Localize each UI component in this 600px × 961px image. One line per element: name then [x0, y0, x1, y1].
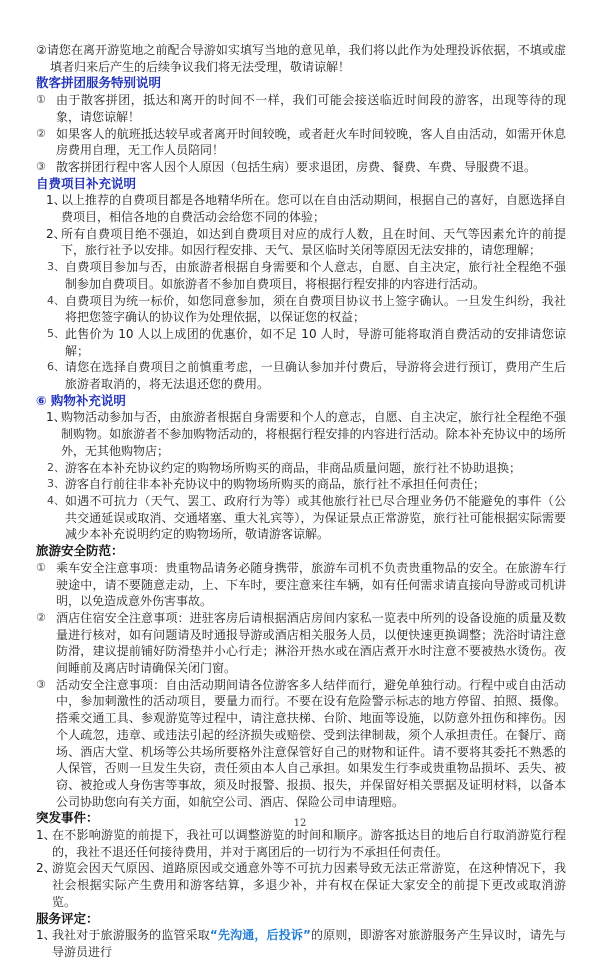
item-text: 活动安全注意事项：自由活动期间请各位游客多人结伴而行，避免单独行动。行程中或自由活动中，参加刺激性的活动项目，要量力而行。不要在设有危险警示标志的地方停留、拍照、摄像。搭乘交通工具、参观游览等过程中，请注意扶梯、台阶、地面等设施，以防意外扭伤和摔伤。因个人疏忽，违章、或违法引起的经济损失或赔偿、受到法律制裁，须个人承担责任。在餐厅、商场、酒店大堂、机场等公共场所要格外注意保管好自己的财物和证件。请不要将其委托不熟悉的人保管，否则一旦发生失窃，责任须由本人自己承担。如果发生行李或贵重物品损坏、丢失、被窃、被抢或人身伤害等事故，须及时报警、报损、报失，并保留好相关票据及证明材料，以备本公司协助您向有关方面，如航空公司、酒店、保险公司申请理赔。 — [56, 677, 566, 809]
item-marker: 3、 — [47, 260, 65, 274]
item-marker: ③ — [36, 677, 46, 691]
list-item — [36, 293, 566, 326]
optional-list — [36, 192, 566, 392]
list-item — [36, 226, 566, 259]
item-marker: 6、 — [47, 360, 65, 374]
item-marker: 4、 — [47, 493, 65, 507]
safety-list — [36, 560, 566, 811]
list-item — [36, 460, 566, 477]
item-text: 此售价为 10 人以上成团的优惠价，如不足 10 人时，导游可能将取消自费活动的安排请您谅解； — [65, 326, 566, 358]
list-item — [36, 126, 566, 159]
item-text: 自费项目为统一标价，如您同意参加，须在自费项目协议书上签字确认。一旦发生纠纷，我社将把您签字确认的协议作为处理依据，以保证您的权益； — [65, 293, 566, 325]
item-text: 游览会因天气原因、道路原因或交通意外等不可抗力因素导致无法正常游览，在这种情况下，我社会根据实际产生费用和游客结算，多退少补，并有权在保证大家安全的前提下更改或取消游览。 — [52, 861, 566, 909]
list-item — [36, 677, 566, 811]
item-text: 的原则，即游客对旅游服务产生异议时，请先与导游员进行 — [52, 928, 566, 959]
list-item — [36, 493, 566, 543]
list-item — [36, 860, 566, 910]
list-item — [36, 560, 566, 610]
item-marker: 2、 — [47, 460, 65, 474]
list-item — [36, 359, 566, 392]
list-item — [36, 927, 566, 960]
item-text: 游客自行前往非本补充协议中的购物场所购买的商品，旅行社不承担任何责任； — [65, 477, 486, 492]
shopping-list — [36, 409, 566, 543]
item-marker: ① — [36, 560, 46, 574]
list-item — [36, 409, 566, 459]
item-text: 请您在选择自费项目之前慎重考虑，一旦确认参加并付费后，导游将会进行预订，费用产生后旅游者取消的，将无法退还您的费用。 — [65, 360, 566, 392]
group-tour-list — [36, 92, 566, 176]
section-title-safety: 旅游安全防范： — [36, 543, 124, 559]
service-list — [36, 927, 566, 960]
item-marker: ② — [36, 610, 46, 624]
item-marker: 4、 — [47, 293, 65, 307]
item-text: 游客在本补充协议约定的购物场所购买的商品，非商品质量问题，旅行社不协助退换； — [65, 460, 522, 475]
section-title-service: 服务评定： — [36, 910, 99, 926]
item-marker: 2、 — [36, 861, 56, 876]
list-item — [36, 159, 566, 176]
item-text: 以上推荐的自费项目都是各地精华所在。您可以在自由活动期间，根据自己的喜好，自愿选择自费项目，相信各地的自费活动会给您不同的体验； — [61, 193, 566, 225]
item-marker: 1、 — [36, 828, 56, 843]
item-marker: ② — [36, 126, 46, 140]
item-text: 在不影响游览的前提下，我社可以调整游览的时间和顺序。游客抵达目的地后自行取消游览行程的，我社不退还任何接待费用，并对于离团后的一切行为不承担任何责任。 — [52, 828, 566, 859]
list-item — [36, 192, 566, 225]
highlight-text: “先沟通，后投诉” — [209, 928, 311, 943]
item-text: 由于散客拼团，抵达和离开的时间不一样，我们可能会接送临近时间段的游客，出现等待的现象，请您谅解！ — [56, 93, 566, 124]
item-marker: 2、 — [46, 226, 66, 241]
item-marker: 3、 — [47, 477, 65, 491]
item-marker: 5、 — [47, 326, 65, 340]
item-marker: 1、 — [46, 410, 66, 425]
list-item — [36, 827, 566, 860]
item-marker: ③ — [36, 159, 46, 173]
item-marker: ① — [36, 93, 46, 107]
item-marker: 1、 — [46, 193, 66, 208]
intro-paragraph: ②请您在离开游览地之前配合导游如实填写当地的意见单，我们将以此作为处理投诉依据，不填或虚填者归来后产生的后续争议我们将无法受理，敬请谅解！ — [36, 43, 566, 74]
item-text: 乘车安全注意事项：贵重物品请务必随身携带，旅游车司机不负责贵重物品的安全。在旅游车行驶途中，请不要随意走动，上、下车时，要注意来往车辆，如有任何需求请直接向导游或司机讲明，以免造成意外伤害事故。 — [56, 560, 566, 609]
list-item — [36, 610, 566, 677]
emergency-list — [36, 827, 566, 911]
item-text: 如遇不可抗力（天气、罢工、政府行为等）或其他旅行社已尽合理业务仍不能避免的事件（公共交通延误或取消、交通堵塞、重大礼宾等），为保证景点正常游览，旅行社可能根据实际需要减少本补充说明约定的购物场所，敬请游客谅解。 — [65, 493, 566, 542]
section-title-optional: 自费项目补充说明 — [36, 175, 137, 191]
item-marker: 1、 — [36, 928, 56, 943]
list-item — [36, 259, 566, 292]
list-item — [36, 326, 566, 359]
item-text: 酒店住宿安全注意事项：进驻客房后请根据酒店房间内家私一览表中所列的设备设施的质量及数量进行核对，如有问题请及时通报导游或酒店相关服务人员，以便快速更换调整；洗浴时请注意防滑，建议提前铺好防滑垫并小心行走；淋浴开热水或在酒店煮开水时注意不要被热水烫伤。夜间睡前及离店时请确保关闭门窗。 — [56, 610, 566, 676]
section-title-emergency: 突发事件： — [36, 810, 99, 826]
item-text: 如果客人的航班抵达较早或者离开时间较晚，或者赶火车时间较晚，客人自由活动，如需开休息房费用自理，无工作人员陪同！ — [56, 126, 566, 158]
page-number: 12 — [293, 818, 307, 829]
section-title-shopping: ⑥ 购物补充说明 — [36, 392, 126, 408]
item-text: 我社对于旅游服务的监管采取 — [52, 928, 210, 943]
list-item — [36, 476, 566, 493]
item-text: 自费项目参加与否，由旅游者根据自身需要和个人意志，自愿、自主决定，旅行社全程绝不强制参加自费项目。如旅游者不参加自费项目，将根据行程安排的内容进行活动。 — [65, 260, 566, 291]
item-text: 购物活动参加与否，由旅游者根据自身需要和个人的意志，自愿、自主决定，旅行社全程绝不强制购物。如旅游者不参加购物活动的，将根据行程安排的内容进行活动。除本补充协议中的场所外，无其他购物店； — [61, 410, 566, 458]
item-text: 散客拼团行程中客人因个人原因（包括生病）要求退团，房费、餐费、车费、导服费不退。 — [56, 159, 537, 174]
list-item — [36, 92, 566, 125]
section-title-group-tour: 散客拼团服务特别说明 — [36, 75, 162, 91]
item-text: 所有自费项目绝不强迫，如达到自费项目对应的成行人数，且在时间、天气等因素允许的前提下，旅行社予以安排。如因行程安排、天气、景区临时关闭等原因无法安排的，请您理解； — [61, 226, 566, 258]
